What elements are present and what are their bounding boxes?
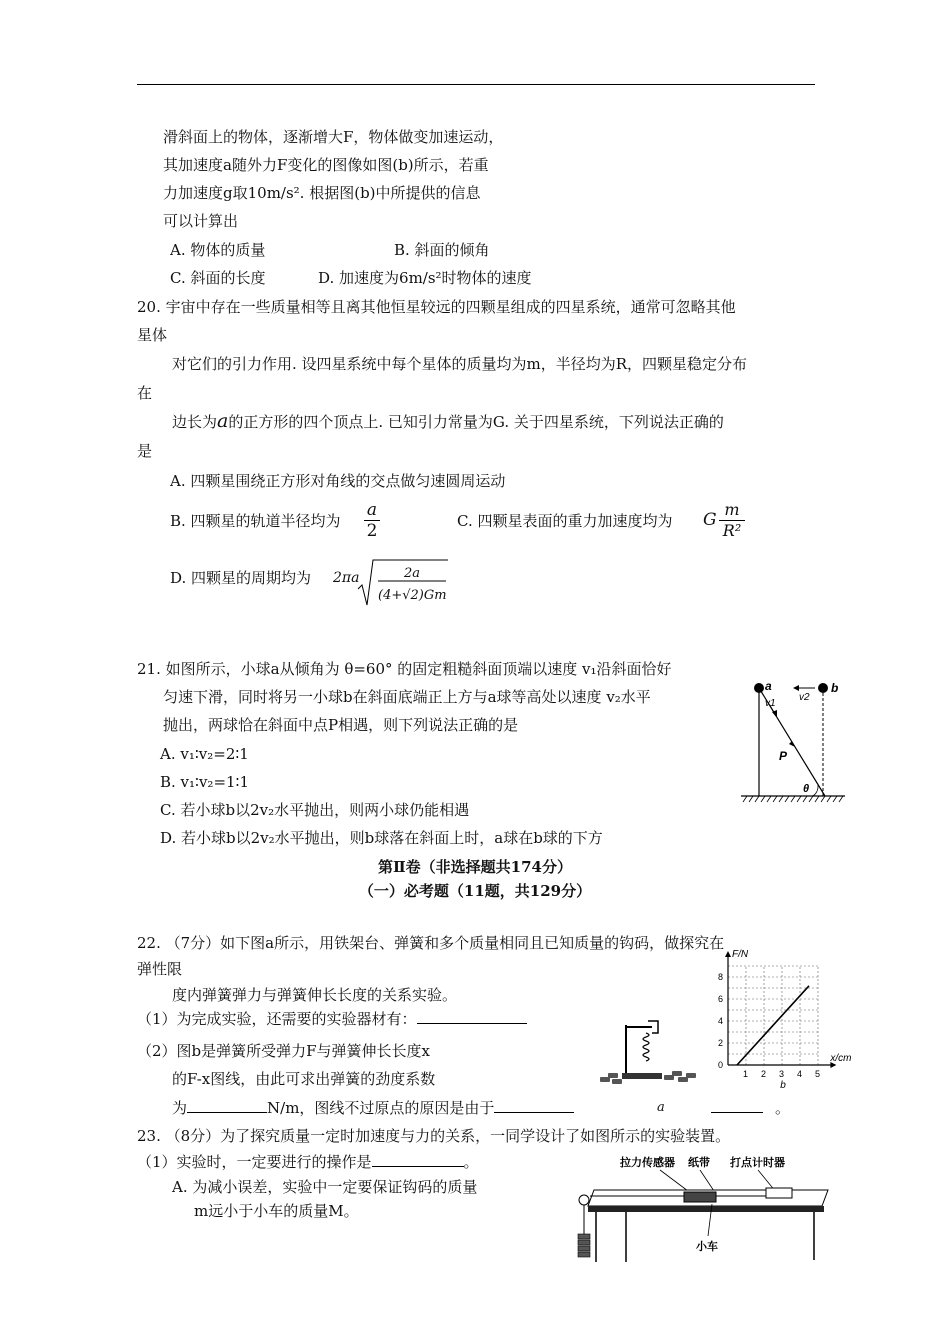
q21-line3: 抛出，两球恰在斜面中点P相遇，则下列说法正确的是 <box>163 716 519 734</box>
q20-line1b: 星体 <box>137 326 168 344</box>
q22-blank-stiffness[interactable] <box>187 1098 267 1113</box>
q22-line5: 的F-x图线，由此可求出弹簧的劲度系数 <box>172 1070 436 1088</box>
q20-c-fraction <box>719 500 745 541</box>
q23-blank-operation[interactable] <box>372 1152 464 1167</box>
q22-blank-reason[interactable] <box>494 1098 574 1113</box>
q23-option-a-line1: A. 为减小误差，实验中一定要保证钩码的质量 <box>172 1178 478 1196</box>
q20-option-c: C. 四颗星表面的重力加速度均为 <box>457 512 673 530</box>
q20-b-numerator: a <box>366 500 378 520</box>
q20-line3-end: 的正方形的四个顶点上. 已知引力常量为G. 关于四星系统，下列说法正确的 <box>228 413 724 431</box>
q23-label-sensor: 拉力传感器 <box>620 1157 675 1169</box>
q19-line1: 滑斜面上的物体，逐渐增大F，物体做变加速运动， <box>163 128 504 146</box>
q22-line1b: 弹性限 <box>137 960 183 978</box>
q20-option-a: A. 四颗星围绕正方形对角线的交点做匀速圆周运动 <box>170 472 506 490</box>
q20-d-fraction <box>378 563 446 607</box>
q21-fig-label-a: a <box>765 679 772 693</box>
q23-line2-text: （1）实验时，一定要进行的操作是 <box>137 1153 372 1171</box>
q22-line6 <box>172 1098 574 1118</box>
q20-line3 <box>172 411 724 432</box>
q22-line6-mid: N/m，图线不过原点的原因是由于 <box>267 1099 495 1117</box>
q20-line3-start: 边长为 <box>172 413 218 431</box>
q23-apparatus-figure <box>566 1150 832 1268</box>
q22-line6-end: 。 <box>775 1099 791 1117</box>
q22-blank-equipment[interactable] <box>417 1009 527 1024</box>
q20-c-G: G <box>703 510 717 530</box>
q22-line1: 22. （7分）如下图a所示，用铁架台、弹簧和多个质量相同且已知质量的钩码，做探究在 <box>137 934 725 952</box>
q20-d-denominator: (4+√2)Gm <box>378 588 447 603</box>
q19-line2: 其加速度a随外力F变化的图像如图(b)所示，若重 <box>163 156 489 174</box>
section-title: 第Ⅱ卷（非选择题共174分） <box>378 858 572 876</box>
q19-line3: 力加速度g取10m/s². 根据图(b)中所提供的信息 <box>163 184 481 202</box>
q20-c-numerator: m <box>724 500 740 519</box>
q20-d-numerator: 2a <box>403 566 421 581</box>
q21-fig-label-p: P <box>779 749 788 763</box>
q22-blank-reason-tail[interactable] <box>711 1098 763 1113</box>
q21-fig-label-theta: θ <box>803 783 810 795</box>
q21-option-c: C. 若小球b以2v₂水平抛出，则两小球仍能相遇 <box>160 801 470 819</box>
q21-line1: 21. 如图所示，小球a从倾角为 θ=60° 的固定粗糙斜面顶端以速度 v₁沿斜面恰好 <box>137 660 672 678</box>
header-rule <box>137 84 815 85</box>
fx-x-tick: 1 <box>743 1069 749 1079</box>
fx-x-tick: 2 <box>761 1069 767 1079</box>
q22-stand-figure <box>596 1015 700 1087</box>
q20-c-denominator: R² <box>719 520 745 541</box>
q23-option-a-line2: m远小于小车的质量M。 <box>194 1202 359 1220</box>
fx-x-tick: 3 <box>779 1069 785 1079</box>
q20-line3b: 是 <box>137 442 153 460</box>
q19-option-d: D. 加速度为6m/s²时物体的速度 <box>318 269 532 287</box>
q23-label-timer: 打点计时器 <box>730 1157 785 1169</box>
q22-line4: （2）图b是弹簧所受弹力F与弹簧伸长长度x <box>137 1042 431 1060</box>
q20-line1: 20. 宇宙中存在一些质量相等且离其他恒星较远的四颗星组成的四星系统，通常可忽略其他 <box>137 298 736 316</box>
section-subtitle: （一）必考题（11题，共129分） <box>358 882 592 900</box>
fx-y-label: F/N <box>732 949 749 960</box>
q20-line2b: 在 <box>137 384 153 402</box>
fx-y-tick: 0 <box>718 1060 724 1070</box>
q22-line6-start: 为 <box>172 1099 188 1117</box>
fx-y-arrow <box>725 951 731 957</box>
q21-option-a: A. v₁∶v₂=2∶1 <box>160 745 249 763</box>
q21-ball-b <box>818 683 828 693</box>
q19-option-c: C. 斜面的长度 <box>170 269 266 287</box>
q23-label-tape: 纸带 <box>688 1157 710 1169</box>
q22-line2: 度内弹簧弹力与弹簧伸长长度的关系实验。 <box>172 986 458 1004</box>
q20-b-denominator: 2 <box>364 520 380 541</box>
q22-fig-a-caption: a <box>657 1100 665 1115</box>
fx-caption: b <box>780 1080 786 1088</box>
q20-line2: 对它们的引力作用. 设四星系统中每个星体的质量均为m，半径均为R，四颗星稳定分布 <box>172 355 748 373</box>
q22-fx-graph <box>703 948 853 1088</box>
q21-fig-label-b: b <box>831 681 839 695</box>
q21-ball-a <box>754 683 764 693</box>
q22-line3-text: （1）为完成实验，还需要的实验器材有： <box>137 1010 417 1028</box>
q19-line4: 可以计算出 <box>163 212 239 230</box>
q21-fig-label-v2: v2 <box>799 692 810 703</box>
fx-series-line <box>737 986 809 1065</box>
q21-fig-label-v1: v1 <box>765 698 776 709</box>
fx-y-tick: 4 <box>718 1016 724 1026</box>
q20-b-fraction <box>364 500 380 541</box>
fx-y-tick: 8 <box>718 972 724 982</box>
q22-line6-tail <box>711 1098 790 1118</box>
fx-y-tick: 6 <box>718 994 724 1004</box>
q21-option-d: D. 若小球b以2v₂水平抛出，则b球落在斜面上时，a球在b球的下方 <box>160 829 603 847</box>
fx-x-label: x/cm <box>830 1053 852 1064</box>
q20-var-a: a <box>217 410 229 432</box>
q23-line2 <box>137 1152 479 1172</box>
q20-option-d: D. 四颗星的周期均为 <box>170 569 312 587</box>
q19-option-b: B. 斜面的倾角 <box>394 241 490 259</box>
q23-line1: 23. （8分）为了探究质量一定时加速度与力的关系，一同学设计了如图所示的实验装置。 <box>137 1127 731 1145</box>
fx-x-tick: 4 <box>797 1069 803 1079</box>
q20-option-b: B. 四颗星的轨道半径均为 <box>170 512 341 530</box>
q23-line2-end: 。 <box>463 1153 479 1171</box>
q21-incline-figure <box>735 672 850 808</box>
q19-option-a: A. 物体的质量 <box>170 241 266 259</box>
q20-d-prefix: 2πa <box>333 570 360 586</box>
q22-line3 <box>137 1009 527 1029</box>
fx-x-tick: 5 <box>815 1069 821 1079</box>
q21-option-b: B. v₁∶v₂=1∶1 <box>160 773 249 791</box>
q21-line2: 匀速下滑，同时将另一小球b在斜面底端正上方与a球等高处以速度 v₂水平 <box>163 688 651 706</box>
q23-label-cart: 小车 <box>696 1241 718 1253</box>
fx-y-tick: 2 <box>718 1038 724 1048</box>
